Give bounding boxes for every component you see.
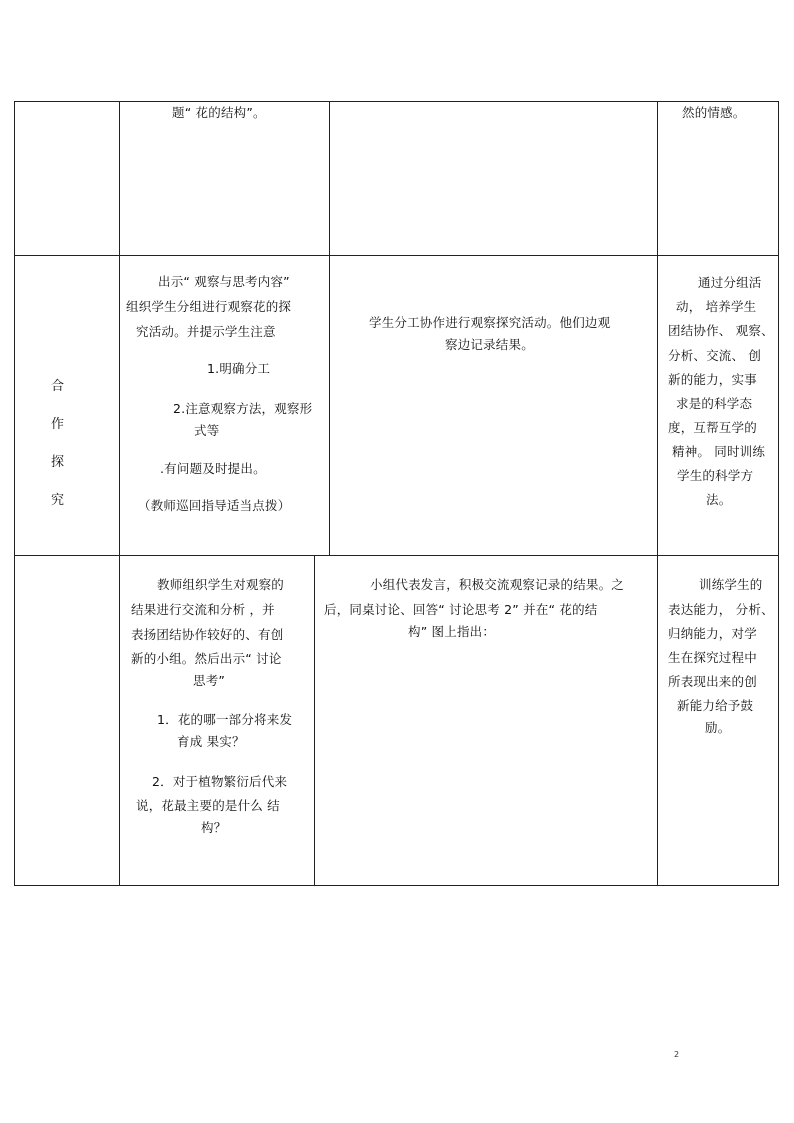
row2-student-line-2: 察边记录结果。 bbox=[445, 337, 534, 352]
row-divider-1 bbox=[14, 255, 779, 256]
row3-teacher-line-6: 1．花的哪一部分将来发 bbox=[157, 712, 293, 727]
row3-teacher-line-9: 说，花最主要的是什么 结 bbox=[136, 798, 280, 813]
row2-teacher-line-1: 出示“ 观察与思考内容” bbox=[158, 274, 290, 289]
page-number: 2 bbox=[674, 1050, 680, 1059]
row3-student-line-1: 小组代表发言，积极交流观察记录的结果。之 bbox=[370, 577, 625, 592]
row3-student-line-3: 构” 图上指出： bbox=[408, 624, 496, 639]
column-divider-2-upper bbox=[329, 101, 330, 556]
row2-student-line-1: 学生分工协作进行观察探究活动。他们边观 bbox=[369, 315, 611, 330]
row2-goal-line-1: 通过分组活 bbox=[698, 275, 762, 290]
row3-teacher-line-5: 思考” bbox=[193, 673, 226, 688]
row3-goal-line-2: 表达能力， 分析、 bbox=[668, 602, 774, 617]
row2-teacher-line-4: 1.明确分工 bbox=[207, 361, 271, 376]
row3-goal-line-5: 所表现出来的创 bbox=[668, 674, 757, 689]
row2-teacher-line-2: 组织学生分组进行观察花的探 bbox=[126, 299, 292, 314]
row3-teacher-line-1: 教师组织学生对观察的 bbox=[157, 577, 285, 592]
column-divider-2-lower bbox=[314, 555, 315, 886]
row3-teacher-line-8: 2．对于植物繁衍后代来 bbox=[152, 774, 288, 789]
column-divider-1 bbox=[119, 101, 120, 886]
row3-goal-line-7: 励。 bbox=[705, 720, 731, 735]
row2-goal-line-6: 求是的科学态 bbox=[676, 396, 753, 411]
row3-goal-line-1: 训练学生的 bbox=[699, 577, 763, 592]
row2-goal-line-5: 新的能力，实事 bbox=[668, 372, 757, 387]
row3-student-line-2: 后，同桌讨论、回答“ 讨论思考 2” 并在“ 花的结 bbox=[324, 602, 598, 617]
table-border-top bbox=[14, 101, 779, 102]
row2-goal-line-7: 度，互帮互学的 bbox=[668, 420, 757, 435]
row2-goal-line-9: 学生的科学方 bbox=[677, 468, 754, 483]
stage-char-1: 合 bbox=[51, 379, 65, 394]
row3-teacher-line-3: 表扬团结协作较好的、有创 bbox=[131, 627, 284, 642]
row2-goal-line-8: 精神。 同时训练 bbox=[672, 444, 766, 459]
row3-teacher-line-7: 育成 果实？ bbox=[177, 734, 245, 749]
row3-teacher-line-10: 构？ bbox=[201, 820, 227, 835]
row3-goal-line-4: 生在探究过程中 bbox=[668, 650, 757, 665]
row2-teacher-line-7: .有问题及时提出。 bbox=[160, 461, 266, 476]
row2-goal-line-10: 法。 bbox=[706, 492, 732, 507]
row2-goal-line-2: 动， 培养学生 bbox=[676, 299, 757, 314]
row2-teacher-line-3: 究活动。并提示学生注意 bbox=[136, 324, 276, 339]
row2-teacher-line-6: 式等 bbox=[194, 423, 220, 438]
row2-teacher-line-8: （教师巡回指导适当点拨） bbox=[138, 498, 291, 513]
row1-teacher-text: 题“ 花的结构”。 bbox=[172, 105, 266, 120]
table-border-left bbox=[14, 101, 15, 886]
row3-goal-line-6: 新能力给予鼓 bbox=[677, 698, 754, 713]
stage-char-2: 作 bbox=[51, 417, 65, 432]
row-divider-2 bbox=[14, 555, 779, 556]
row3-goal-line-3: 归纳能力，对学 bbox=[668, 626, 757, 641]
row2-goal-line-4: 分析、交流、 创 bbox=[668, 348, 762, 363]
column-divider-3 bbox=[657, 101, 658, 886]
table-border-right bbox=[778, 101, 779, 886]
table-border-bottom bbox=[14, 885, 779, 886]
row2-goal-line-3: 团结协作、 观察、 bbox=[668, 323, 774, 338]
stage-char-4: 究 bbox=[51, 493, 65, 508]
row1-goal-text: 然的情感。 bbox=[682, 105, 746, 120]
row3-teacher-line-2: 结果进行交流和分析 ，并 bbox=[131, 602, 275, 617]
row2-teacher-line-5: 2.注意观察方法，观察形 bbox=[173, 401, 313, 416]
stage-char-3: 探 bbox=[51, 455, 65, 470]
row3-teacher-line-4: 新的小组。然后出示“ 讨论 bbox=[131, 651, 282, 666]
